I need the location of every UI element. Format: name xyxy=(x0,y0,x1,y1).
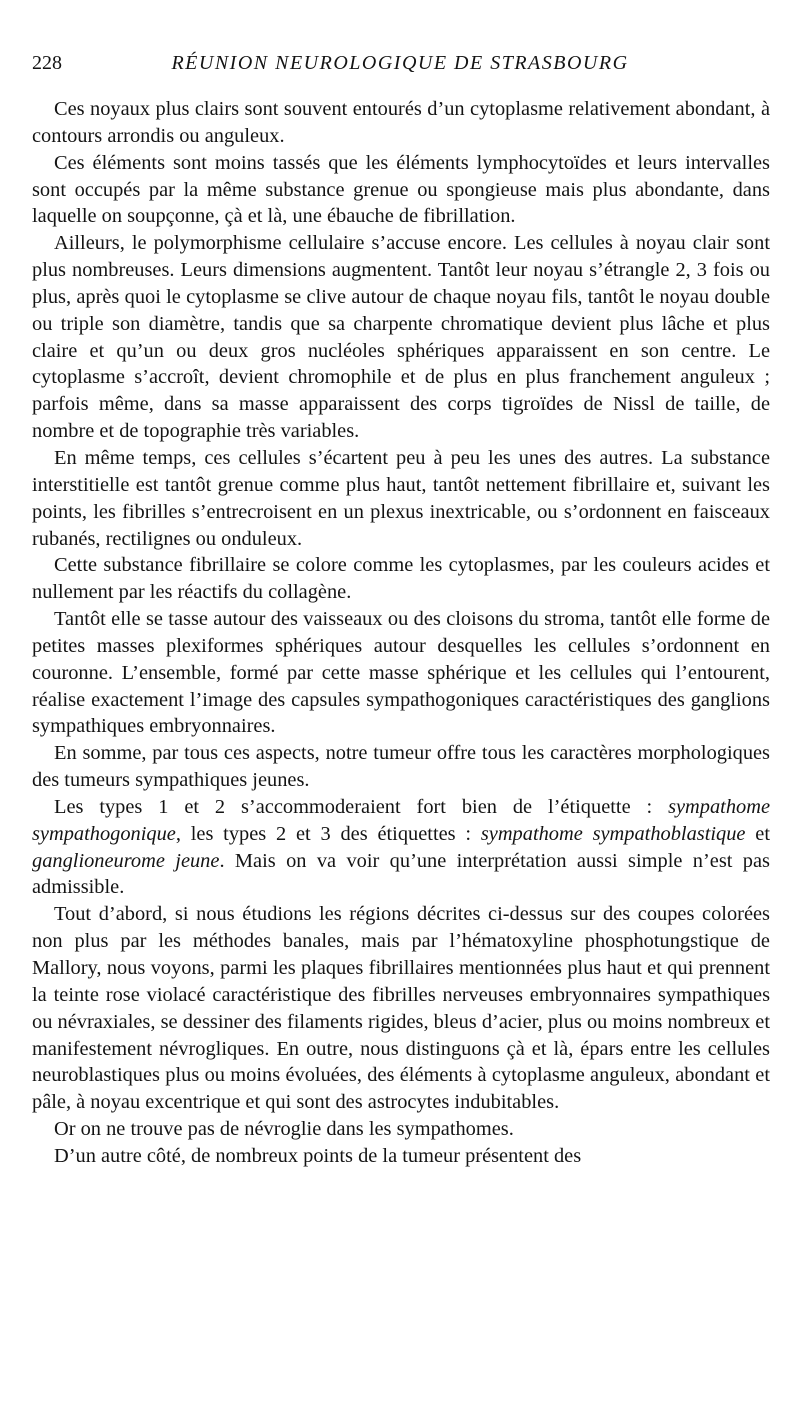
label-ganglioneurome: ganglioneurome jeune xyxy=(32,849,220,872)
paragraph: Ailleurs, le polymorphisme cellulaire s’accuse encore. Les cellules à noyau clair sont plus nombreuses. Leurs dimensions augmentent. Tantôt leur noyau s’étrangle 2, 3 fois ou plus, après quoi le cytoplasme se clive autour de chaque noyau fils, tantôt le noyau double ou triple son diamètre, tandis que sa charpente chromatique devient plus lâche et plus claire et qu’un ou deux gros nucléoles sphériques apparaissent en son centre. Le cytoplasme s’accroît, devient chromophile et de plus en plus franchement anguleux ; parfois même, dans sa masse apparaissent des corps tigroïdes de Nissl de taille, de nombre et de topographie très variables. xyxy=(32,232,770,443)
paragraph: Tout d’abord, si nous étudions les régions décrites ci-dessus sur des coupes colorées non plus par les méthodes banales, mais par l’hématoxyline phosphotungstique de Mallory, nous voyons, parmi les plaques fibrillaires mentionnées plus haut et qui prennent la teinte rose violacé caractéristique des fibrilles nerveuses embryonnaires sympathiques ou névraxiales, se dessiner des filaments rigides, bleus d’acier, plus ou moins nombreux et manifestement névrogliques. En outre, nous distinguons çà et là, épars entre les cellules neuroblastiques plus ou moins évoluées, des éléments à cytoplasme anguleux, abondant et pâle, à noyau excentrique et qui sont des astrocytes indubitables. xyxy=(32,903,770,1114)
paragraph: Ces éléments sont moins tassés que les éléments lymphocytoïdes et leurs intervalles sont occupés par la même substance grenue ou spongieuse mais plus abondante, dans laquelle on soupçonne, çà et là, une ébauche de fibrillation. xyxy=(32,151,770,228)
running-header xyxy=(32,48,768,78)
paragraph: En même temps, ces cellules s’écartent peu à peu les unes des autres. La substance interstitielle est tantôt grenue comme plus haut, tantôt nettement fibrillaire et, suivant les points, les fibrilles s’entrecroisent en un plexus inextricable, ou s’ordonnent en faisceaux rubanés, rectilignes ou onduleux. xyxy=(32,446,770,550)
text-run: Les types 1 et 2 s’accommoderaient fort bien de l’étiquette : xyxy=(54,795,669,818)
paragraph-tumour-types xyxy=(32,794,770,901)
paragraph: Ces noyaux plus clairs sont souvent entourés d’un cytoplasme relativement abondant, à contours arrondis ou anguleux. xyxy=(32,98,770,147)
text-run: , les types 2 et 3 des étiquettes : xyxy=(175,822,481,845)
paragraph: Cette substance fibrillaire se colore comme les cytoplasmes, par les couleurs acides et nullement par les réactifs du collagène. xyxy=(32,554,770,604)
label-sympathoblastique: sympathome sympathoblastique xyxy=(480,822,746,845)
paragraph: D’un autre côté, de nombreux points de la tumeur présentent des xyxy=(54,1144,582,1167)
running-title: RÉUNION NEUROLOGIQUE DE STRASBOURG xyxy=(171,52,629,74)
text-run: et xyxy=(745,822,771,845)
label-sympathogonique: sympathome sympathogonique xyxy=(32,795,770,845)
paragraph: En somme, par tous ces aspects, notre tumeur offre tous les caractères morphologiques des tumeurs sympathiques jeunes. xyxy=(32,742,770,792)
page-number: 228 xyxy=(32,52,62,74)
paragraph: Or on ne trouve pas de névroglie dans les sympathomes. xyxy=(54,1118,514,1141)
article-body xyxy=(32,96,770,1170)
text-run: . Mais on va voir qu’une interprétation aussi simple n’est pas admissible. xyxy=(32,849,770,899)
paragraph: Tantôt elle se tasse autour des vaisseaux ou des cloisons du stroma, tantôt elle forme de petites masses plexiformes sphériques autour desquelles les cellules s’ordonnent en couronne. L’ensemble, formé par cette masse sphérique et les cellules qui l’entourent, réalise exactement l’image des capsules sympathogoniques caractéristiques des ganglions sympathiques embryonnaires. xyxy=(32,608,770,738)
